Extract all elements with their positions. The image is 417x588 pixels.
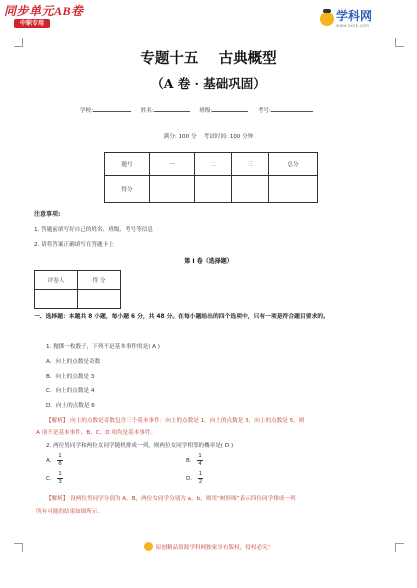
name-blank[interactable] [154,106,190,112]
notice-item: 1. 答题前填写好自己的姓名、班级、考号等信息 [34,227,153,233]
number-label: 考号: [257,108,271,114]
question-1-option-c[interactable]: C．向上的点数是 4 [46,388,95,394]
mascot-icon [144,542,153,551]
series-badge [4,4,84,34]
crop-mark-top-right [395,38,404,47]
mascot-icon [320,12,334,26]
publisher-logo [320,10,372,28]
question-1-analysis-cont: A 项不是基本事件，B、C、D 项均是基本事件。 [36,430,157,436]
question-2-stem: 2. 两位男同学和两位女同学随机排成一列，则两位女同学相邻的概率是( D ) [46,443,234,449]
question-2-analysis [46,494,296,502]
analysis-text: 设两位男同学分别为 A，B，两位女同学分别为 a，b，则用“树形图”表示四位同学排成一列 [70,496,296,502]
question-1-option-d[interactable]: D．向上的点数是 6 [46,403,95,409]
score-header-cell: 总分 [269,153,318,176]
grader-header-cell: 得 分 [78,271,121,290]
score-entry-cell[interactable] [150,176,195,203]
score-table [104,152,318,203]
question-1-option-a[interactable]: A．向上的点数是奇数 [46,359,101,365]
question-2-analysis-cont: 所有可能的结果如图所示. [36,509,100,515]
grader-entry-cell[interactable] [35,290,78,309]
class-blank[interactable] [212,106,248,112]
question-1-stem: 1. 抛掷一枚骰子，下列不是基本事件的是( A ) [46,344,160,350]
number-blank[interactable] [271,106,313,112]
fraction: $\frac{1}{6}$ [58,453,62,467]
score-header-cell: 题号 [105,153,150,176]
score-entry-cell[interactable] [232,176,269,203]
score-entry-cell[interactable] [269,176,318,203]
score-header-cell: 二 [195,153,232,176]
grader-table-entry-row [35,290,121,309]
grader-header-cell: 评卷人 [35,271,78,290]
part-title: 第 I 卷（选择题） [184,258,233,265]
notice-title: 注意事项: [34,211,61,218]
series-badge-title: 同步单元AB卷 [4,4,84,18]
score-entry-cell[interactable] [195,176,232,203]
option-label: B． [186,458,196,464]
section-heading: 一、选择题：本题共 8 小题，每小题 6 分，共 48 分。在每小题给出的四个选项中，只有一项是符合题目要求的。 [34,314,329,320]
name-label: 姓名: [140,108,154,114]
student-info-line [80,106,313,114]
analysis-tag: 【解析】 [46,418,69,424]
fraction: $\frac{1}{3}$ [58,471,62,485]
question-2-option-b[interactable] [186,453,203,468]
question-2-option-c[interactable] [46,471,63,486]
option-label: C． [46,476,56,482]
score-time-line: 满分: 100 分 考试时间: 100 分钟 [163,134,254,140]
series-badge-sub: 中职专用 [14,19,50,28]
logo-url: www.zxxk.com [336,23,370,28]
notice-item: 2. 请将答案正确填写在答题卡上 [34,242,114,248]
score-header-cell: 三 [232,153,269,176]
copyright-text: 原创精品资源学科网独家享有版权，侵权必究！ [155,544,274,551]
document-title: 专题十五 古典概型 [140,50,277,67]
class-label: 班级: [199,108,213,114]
crop-mark-top-left [14,38,23,47]
grader-table [34,270,121,309]
grader-table-header-row [35,271,121,290]
school-label: 学校: [80,108,94,114]
analysis-text: 向上的点数是奇数包含三个基本事件：向上的点数是 1，向上的点数是 3，向上的点数是 5，则 [70,418,305,424]
score-row-label: 得分 [105,176,150,203]
logo-text: 学科网 [336,9,373,23]
grader-entry-cell[interactable] [78,290,121,309]
option-label: D． [186,476,196,482]
fraction: $\frac{1}{2}$ [198,471,203,485]
question-1-analysis [46,416,304,424]
school-blank[interactable] [93,106,131,112]
analysis-tag: 【解析】 [46,496,69,502]
document-subtitle: （A 卷 · 基础巩固） [151,76,266,91]
score-table-header-row [105,153,318,176]
score-header-cell: 一 [150,153,195,176]
question-2-option-d[interactable] [186,471,203,486]
question-1-option-b[interactable]: B．向上的点数是 3 [46,374,95,380]
question-2-option-a[interactable] [46,453,63,468]
option-label: A． [46,458,56,464]
page-footer [0,542,417,551]
fraction: $\frac{1}{4}$ [198,453,202,467]
score-table-score-row [105,176,318,203]
